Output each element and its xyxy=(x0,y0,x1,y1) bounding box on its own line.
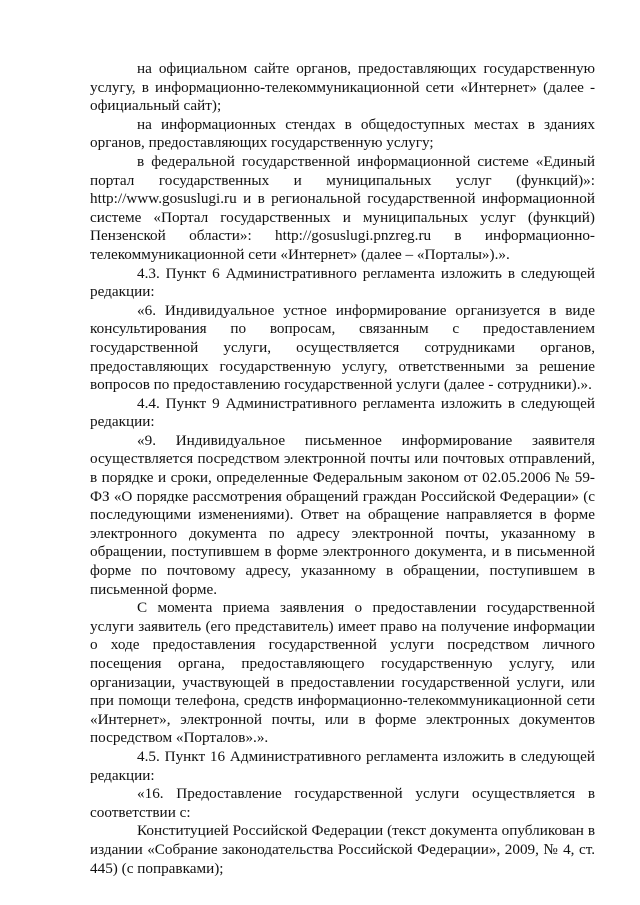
paragraph-info-stands: на информационных стендах в общедоступных местах в зданиях органов, предоставляющих государственную услугу; xyxy=(90,115,595,152)
paragraph-clause-16: «16. Предоставление государственной услуги осуществляется в соответствии с: xyxy=(90,785,595,821)
document-page xyxy=(90,60,595,878)
paragraph-item-4-5: 4.5. Пункт 16 Административного регламента изложить в следующей редакции: xyxy=(90,747,595,784)
paragraph-clause-9: «9. Индивидуальное письменное информирование заявителя осуществляется посредством электронной почты или почтовых отправлений, в порядке и сроки, определенные Федеральным законом от 02.05.2006 № 59-ФЗ «О порядке рассмотрения обращений граждан Российской Федерации» (с последующими изменениями). Ответ на обращение направляется в форме электронного документа по адресу электронной почты, указанному в обращении, поступившем в форме электронного документа, и в письменной форме по почтовому адресу, указанному в обращении, поступившем в письменной форме. xyxy=(90,431,595,598)
paragraph-item-4-4: 4.4. Пункт 9 Административного регламента изложить в следующей редакции: xyxy=(90,394,595,431)
paragraph-clause-6: «6. Индивидуальное устное информирование организуется в виде консультирования по вопросам, связанным с предоставлением государственной услуги, осуществляется сотрудниками органов, предоставляющих государственную услугу, ответственными за решение вопросов по предоставлению государственной услуги (далее - сотрудники).». xyxy=(90,301,595,394)
paragraph-constitution: Конституцией Российской Федерации (текст документа опубликован в издании «Собрание законодательства Российской Федерации», 2009, № 4, ст. 445) (с поправками); xyxy=(90,822,595,877)
paragraph-item-4-3: 4.3. Пункт 6 Административного регламента изложить в следующей редакции: xyxy=(90,264,595,301)
paragraph-portals: в федеральной государственной информационной системе «Единый портал государственных и муниципальных услуг (функций)»: http://www.gosuslugi.ru и в региональной государственной информационной системе «Портал государственных и муниципальных услуг (функций) Пензенской области»: http://gosuslugi.pnzreg.ru в информационно-телекоммуникационной сети «Интернет» (далее – «Порталы»).». xyxy=(90,152,595,263)
paragraph-status-info: С момента приема заявления о предоставлении государственной услуги заявитель (его представитель) имеет право на получение информации о ходе предоставления государственной услуги посредством личного посещения органа, предоставляющего государственную услугу, или организации, участвующей в предоставлении государственной услуги, или при помощи телефона, средств информационно-телекоммуникационной сети «Интернет», электронной почты, или в форме электронных документов посредством «Порталов».». xyxy=(90,599,595,747)
paragraph-official-site: на официальном сайте органов, предоставляющих государственную услугу, в информационно-телекоммуникационной сети «Интернет» (далее - официальный сайт); xyxy=(90,60,595,115)
